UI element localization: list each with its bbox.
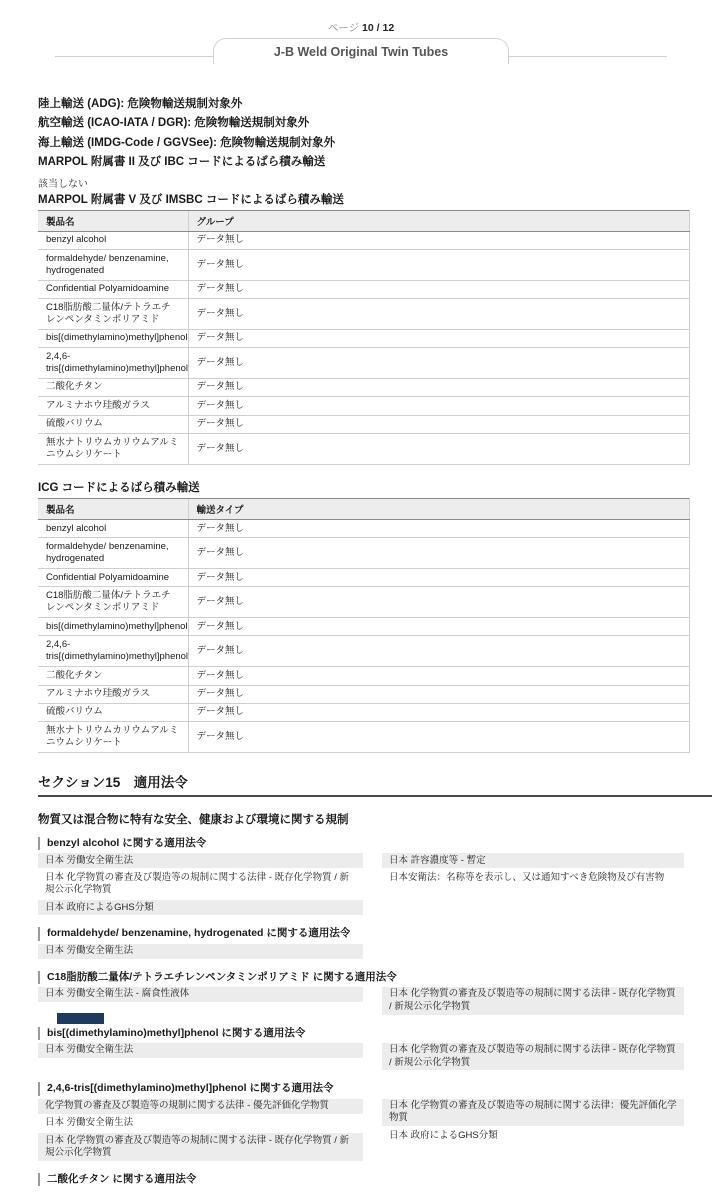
- regulation-column-left: [38, 853, 363, 917]
- group-value-cell: データ無し: [188, 231, 690, 249]
- regulation-column-left: [38, 1099, 363, 1163]
- transport-type-cell: データ無し: [188, 587, 690, 618]
- regulation-item: 日本 労働安全衛生法: [45, 1117, 134, 1129]
- regulation-item: 日本 政府によるGHS分類: [389, 1129, 498, 1141]
- table-row: [38, 329, 690, 347]
- table-row: [38, 667, 690, 685]
- page-number: 10 / 12: [362, 22, 395, 34]
- air-transport-line: 航空輸送 (ICAO-IATA / DGR): 危険物輸送規制対象外: [38, 117, 310, 130]
- table-row: [38, 636, 690, 667]
- product-name-cell: C18脂肪酸二量体/テトラエチレンペンタミンポリアミド: [38, 299, 188, 330]
- table-row: [38, 703, 690, 721]
- table-row: [38, 378, 690, 396]
- column-header-group: グループ: [188, 210, 690, 231]
- column-header-transport-type: 輸送タイプ: [188, 499, 690, 520]
- footer-logo-fragment: [57, 1013, 104, 1024]
- section-15-subtitle: 物質又は混合物に特有な安全、健康および環境に関する規制: [38, 813, 349, 826]
- regulation-group-formaldehyde-benzenamine: [38, 927, 684, 960]
- table-row: [38, 538, 690, 569]
- product-name-cell: 二酸化チタン: [38, 667, 188, 685]
- sea-transport-line: 海上輸送 (IMDG-Code / GGVSee): 危険物輸送規制対象外: [38, 136, 336, 149]
- regulation-item: 日本安衛法：名称等を表示し、又は通知すべき危険物及び有害物: [389, 871, 665, 883]
- regulation-column-right: [382, 1099, 684, 1146]
- table-row: [38, 397, 690, 415]
- page-content: [38, 97, 684, 1196]
- group-value-cell: データ無し: [188, 250, 690, 281]
- regulation-item: 日本 化学物質の審査及び製造等の規制に関する法律 - 既存化学物質 / 新規公示化学物質: [382, 987, 684, 1015]
- section-15-title: セクション15 適用法令: [38, 771, 712, 797]
- regulation-item: 日本 労働安全衛生法 - 腐食性液体: [38, 987, 363, 1002]
- group-value-cell: データ無し: [188, 415, 690, 433]
- group-heading: C18脂肪酸二量体/テトラエチレンペンタミンポリアミド に関する適用法令: [38, 971, 684, 984]
- group-value-cell: データ無し: [188, 299, 690, 330]
- regulation-item: 日本 化学物質の審査及び製造等の規制に関する法律：優先評価化学物質: [382, 1099, 684, 1127]
- transport-type-cell: データ無し: [188, 636, 690, 667]
- product-name-cell: formaldehyde/ benzenamine, hydrogenated: [38, 538, 188, 569]
- table-row: [38, 685, 690, 703]
- table-row: [38, 520, 690, 538]
- regulation-column-right: [382, 987, 684, 1017]
- table-row: [38, 722, 690, 753]
- product-name-cell: 無水ナトリウムカリウムアルミニウムシリケート: [38, 722, 188, 753]
- product-name-cell: Confidential Polyamidoamine: [38, 569, 188, 587]
- table-row: [38, 618, 690, 636]
- product-name-cell: 二酸化チタン: [38, 378, 188, 396]
- table-row: [38, 231, 690, 249]
- regulation-item: 化学物質の審査及び製造等の規制に関する法律 - 優先評価化学物質: [38, 1099, 363, 1114]
- transport-type-cell: データ無し: [188, 722, 690, 753]
- marpol-v-heading: MARPOL 附属書 V 及び IMSBC コードによるばら積み輸送: [38, 193, 344, 206]
- product-name-cell: Confidential Polyamidoamine: [38, 280, 188, 298]
- page-label: ページ: [327, 22, 360, 34]
- product-name-cell: bis[(dimethylamino)methyl]phenol: [38, 618, 188, 636]
- icg-table: [38, 498, 690, 753]
- document-title: J-B Weld Original Twin Tubes: [273, 44, 449, 59]
- product-name-cell: アルミナホウ珪酸ガラス: [38, 685, 188, 703]
- column-header-product: 製品名: [38, 210, 188, 231]
- group-heading: benzyl alcohol に関する適用法令: [38, 837, 684, 850]
- regulation-item: 日本 化学物質の審査及び製造等の規制に関する法律 - 既存化学物質 / 新規公示化学物質: [38, 1133, 363, 1161]
- column-header-product: 製品名: [38, 499, 188, 520]
- product-name-cell: 硫酸バリウム: [38, 415, 188, 433]
- product-name-cell: 2,4,6-tris[(dimethylamino)methyl]phenol: [38, 348, 188, 379]
- regulation-item: 日本 化学物質の審査及び製造等の規制に関する法律 - 既存化学物質 / 新規公示化学物質: [45, 871, 350, 896]
- transport-type-cell: データ無し: [188, 618, 690, 636]
- regulation-item: 日本 労働安全衛生法: [38, 1043, 363, 1058]
- regulation-group-c18-polyamide: [38, 971, 684, 1017]
- table-header-row: [38, 499, 690, 520]
- transport-type-cell: データ無し: [188, 703, 690, 721]
- group-value-cell: データ無し: [188, 378, 690, 396]
- group-heading: formaldehyde/ benzenamine, hydrogenated に関する適用法令: [38, 927, 684, 940]
- regulation-column-right: [382, 853, 684, 888]
- title-tab: [213, 38, 509, 64]
- regulation-column-left: [38, 987, 363, 1004]
- page-indicator: [0, 20, 722, 35]
- regulation-item: 日本 労働安全衛生法: [38, 853, 363, 868]
- product-name-cell: アルミナホウ珪酸ガラス: [38, 397, 188, 415]
- transport-type-cell: データ無し: [188, 520, 690, 538]
- group-value-cell: データ無し: [188, 329, 690, 347]
- regulation-column-left: [38, 944, 363, 961]
- group-value-cell: データ無し: [188, 397, 690, 415]
- regulation-item: 日本 許容濃度等 - 暫定: [382, 853, 684, 868]
- regulation-item: 日本 労働安全衛生法: [38, 944, 363, 959]
- regulation-group-bis-phenol: [38, 1027, 684, 1073]
- marpol-ii-heading: MARPOL 附属書 II 及び IBC コードによるばら積み輸送: [38, 156, 326, 169]
- table-row: [38, 348, 690, 379]
- transport-type-cell: データ無し: [188, 667, 690, 685]
- product-name-cell: formaldehyde/ benzenamine, hydrogenated: [38, 250, 188, 281]
- marpol-v-table: [38, 210, 690, 465]
- group-heading: 二酸化チタン に関する適用法令: [38, 1173, 684, 1186]
- product-name-cell: benzyl alcohol: [38, 231, 188, 249]
- product-name-cell: C18脂肪酸二量体/テトラエチレンペンタミンポリアミド: [38, 587, 188, 618]
- table-row: [38, 434, 690, 465]
- marpol-ii-value: 該当しない: [38, 178, 88, 190]
- icg-heading: ICG コードによるばら積み輸送: [38, 481, 200, 494]
- table-row: [38, 569, 690, 587]
- table-header-row: [38, 210, 690, 231]
- product-name-cell: 無水ナトリウムカリウムアルミニウムシリケート: [38, 434, 188, 465]
- regulation-group-tris-phenol: [38, 1082, 684, 1163]
- group-value-cell: データ無し: [188, 280, 690, 298]
- group-value-cell: データ無し: [188, 348, 690, 379]
- regulation-group-benzyl-alcohol: [38, 837, 684, 918]
- table-row: [38, 299, 690, 330]
- table-row: [38, 280, 690, 298]
- regulation-item: 日本 化学物質の審査及び製造等の規制に関する法律 - 既存化学物質 / 新規公示化学物質: [382, 1043, 684, 1071]
- table-row: [38, 415, 690, 433]
- transport-type-cell: データ無し: [188, 569, 690, 587]
- product-name-cell: 2,4,6-tris[(dimethylamino)methyl]phenol: [38, 636, 188, 667]
- group-heading: bis[(dimethylamino)methyl]phenol に関する適用法令: [38, 1027, 684, 1040]
- regulation-group-titanium-dioxide: [38, 1173, 684, 1186]
- regulation-item: 日本 政府によるGHS分類: [38, 900, 363, 915]
- table-row: [38, 587, 690, 618]
- land-transport-line: 陸上輸送 (ADG): 危険物輸送規制対象外: [38, 98, 243, 110]
- transport-type-cell: データ無し: [188, 538, 690, 569]
- product-name-cell: 硫酸バリウム: [38, 703, 188, 721]
- group-heading: 2,4,6-tris[(dimethylamino)methyl]phenol に関する適用法令: [38, 1082, 684, 1095]
- product-name-cell: bis[(dimethylamino)methyl]phenol: [38, 329, 188, 347]
- group-value-cell: データ無し: [188, 434, 690, 465]
- transport-type-cell: データ無し: [188, 685, 690, 703]
- regulation-column-left: [38, 1043, 363, 1060]
- table-row: [38, 250, 690, 281]
- product-name-cell: benzyl alcohol: [38, 520, 188, 538]
- regulation-column-right: [382, 1043, 684, 1073]
